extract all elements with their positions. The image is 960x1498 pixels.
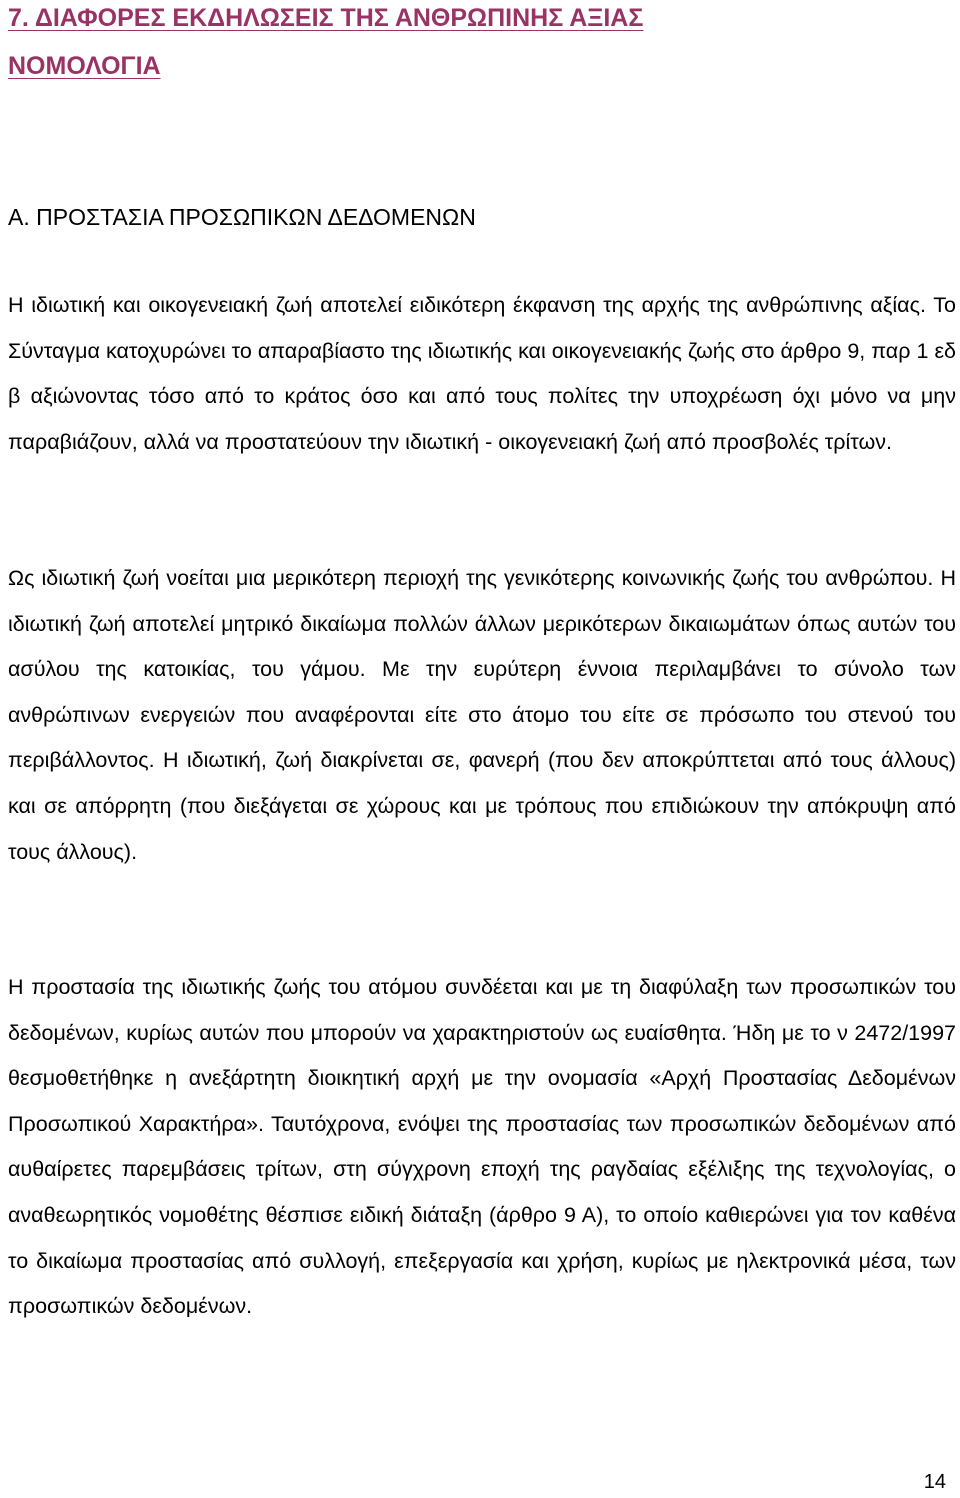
paragraph-data-protection: Η προστασία της ιδιωτικής ζωής του ατόμου συνδέεται και με τη διαφύλαξη των προσωπικών του δεδομένων, κυρίως αυτών που μπορούν να χαρακτηριστούν ως ευαίσθητα. Ήδη με το ν 2472/1997 θεσμοθετήθηκε η ανεξάρτητη διοικητική αρχή με την ονομασία «Αρχή Προστασίας Δεδομένων Προσωπικού Χαρακτήρα». Ταυτόχρονα, ενόψει της προστασίας των προσωπικών δεδομένων από αυθαίρετες παρεμβάσεις τρίτων, στη σύγχρονη εποχή της ραγδαίας εξέλιξης της τεχνολογίας, ο αναθεωρητικός νομοθέτης θέσπισε ειδική διάταξη (άρθρο 9 Α), το οποίο καθιερώνει για τον καθένα το δικαίωμα προστασίας από συλλογή, επεξεργασία και χρήση, κυρίως με ηλεκτρονικά μέσα, των προσωπικών δεδομένων. xyxy=(8,975,956,1319)
chapter-title: 7. ΔΙΑΦΟΡΕΣ ΕΚΔΗΛΩΣΕΙΣ ΤΗΣ ΑΝΘΡΩΠΙΝΗΣ ΑΞΙΑΣ xyxy=(8,4,644,32)
paragraph-private-life: Η ιδιωτική και οικογενειακή ζωή αποτελεί ειδικότερη έκφανση της αρχής της ανθρώπινης αξίας. Το Σύνταγμα κατοχυρώνει το απαραβίαστο της ιδιωτικής και οικογενειακής ζωής στο άρθρο 9, παρ 1 εδ β αξιώνοντας τόσο από το κράτος όσο και από τους πολίτες την υποχρέωση όχι μόνο να μην παραβιάζουν, αλλά να προστατεύουν την ιδιωτική - οικογενειακή ζωή από προσβολές τρίτων. xyxy=(8,293,956,454)
paragraph-definition: Ως ιδιωτική ζωή νοείται μια μερικότερη περιοχή της γενικότερης κοινωνικής ζωής του ανθρώπου. Η ιδιωτική ζωή αποτελεί μητρικό δικαίωμα πολλών άλλων μερικότερων δικαιωμάτων όπως αυτών του ασύλου της κατοικίας, του γάμου. Με την ευρύτερη έννοια περιλαμβάνει το σύνολο των ανθρώπινων ενεργειών που αναφέρονται είτε στο άτομο του είτε σε πρόσωπο του στενού του περιβάλλοντος. Η ιδιωτική, ζωή διακρίνεται σε, φανερή (που δεν αποκρύπτεται από τους άλλους) και σε απόρρητη (που διεξάγεται σε χώρους και με τρόπους που επιδιώκουν την απόκρυψη από τους άλλους). xyxy=(8,566,956,864)
page-number: 14 xyxy=(923,1471,946,1493)
section-heading: Α. ΠΡΟΣΤΑΣΙΑ ΠΡΟΣΩΠΙΚΩΝ ΔΕΔΟΜΕΝΩΝ xyxy=(8,204,476,230)
chapter-subtitle: ΝΟΜΟΛΟΓΙΑ xyxy=(8,52,161,80)
